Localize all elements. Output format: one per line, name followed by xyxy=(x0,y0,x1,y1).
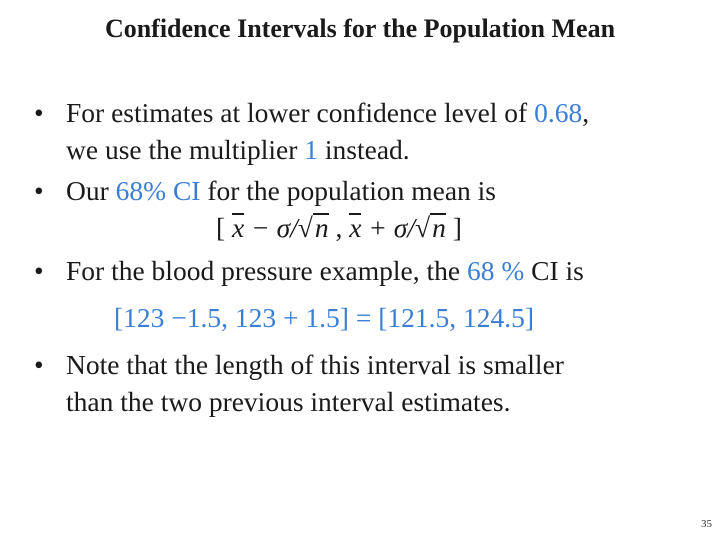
bullet-text: we use the multiplier xyxy=(66,134,305,165)
sqrt-icon: √ xyxy=(414,212,431,243)
formula-bracket-open: [ xyxy=(216,212,233,243)
formula-sqrt-n: n xyxy=(432,212,446,243)
bullet-text: , xyxy=(582,97,590,128)
bullet-marker: • xyxy=(34,349,44,380)
formula-comma: , xyxy=(328,212,350,243)
formula-plus-sigma: + σ/ xyxy=(361,212,415,243)
ci-formula xyxy=(216,209,688,246)
bullet-item-ci-definition xyxy=(28,172,688,246)
formula-bracket-close: ] xyxy=(445,212,462,243)
bullet-list xyxy=(28,94,688,420)
blood-pressure-interval: [123 −1.5, 123 + 1.5] = [121.5, 124.5] xyxy=(114,302,535,333)
bullet-item-multiplier xyxy=(28,94,688,168)
bullet-text: for the population mean is xyxy=(200,175,497,206)
bullet-item-blood-pressure xyxy=(28,252,688,336)
highlight-ci-label: 68% CI xyxy=(115,175,201,206)
bullet-text: instead. xyxy=(318,134,410,165)
bullet-line xyxy=(66,94,688,131)
bullet-marker: • xyxy=(34,97,44,128)
formula-minus-sigma: − σ/ xyxy=(244,212,298,243)
bullet-marker: • xyxy=(34,255,44,286)
bullet-text: Our xyxy=(66,175,116,206)
bullet-line: Note that the length of this interval is smaller xyxy=(66,349,564,380)
bullet-item-interval-length xyxy=(28,346,688,420)
formula-sqrt-n: n xyxy=(314,212,329,243)
highlight-multiplier: 1 xyxy=(304,134,319,165)
bullet-line: than the two previous interval estimates. xyxy=(66,386,511,417)
bullet-line xyxy=(66,131,688,168)
bullet-marker: • xyxy=(34,175,44,206)
bullet-text: For the blood pressure example, the xyxy=(66,255,467,286)
bullet-text: CI is xyxy=(524,255,584,286)
formula-xbar: x xyxy=(349,212,362,243)
highlight-ci-percent: 68 % xyxy=(466,255,525,286)
highlight-confidence-level: 0.68 xyxy=(534,97,583,128)
bullet-text: For estimates at lower confidence level of xyxy=(66,97,535,128)
slide-title: Confidence Intervals for the Population Mean xyxy=(104,14,616,43)
formula-xbar: x xyxy=(232,212,245,243)
bullet-line xyxy=(66,172,688,209)
bullet-line xyxy=(66,252,688,289)
page-number: 35 xyxy=(701,518,712,530)
sqrt-icon: √ xyxy=(297,212,313,243)
